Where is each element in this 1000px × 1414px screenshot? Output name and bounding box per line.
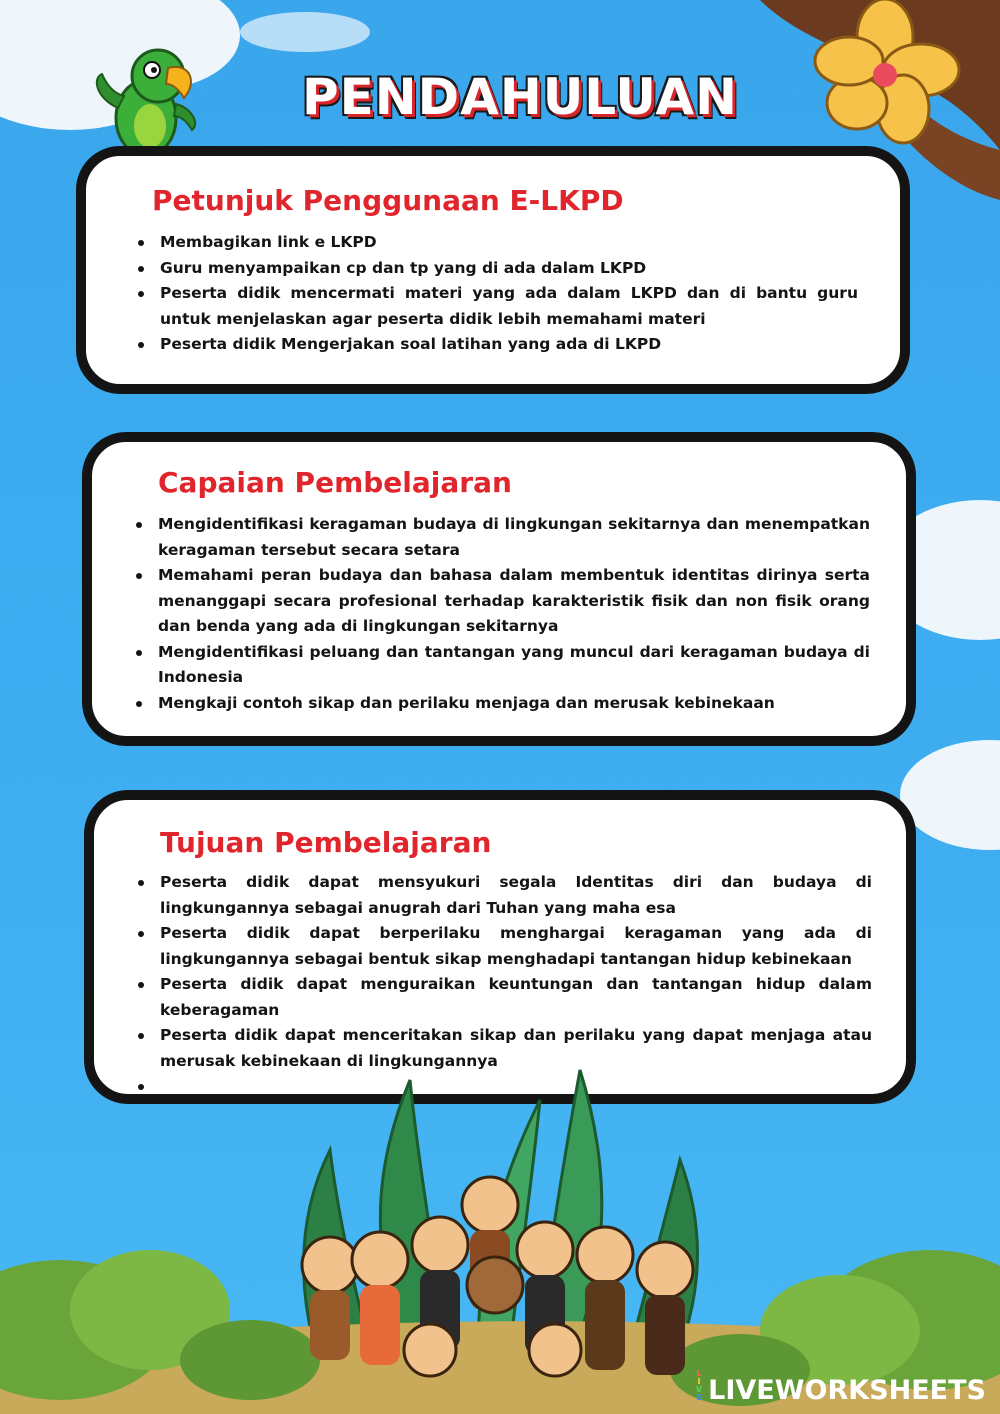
card-petunjuk-title: Petunjuk Penggunaan E-LKPD <box>152 184 624 217</box>
list-item: Peserta didik dapat berperilaku menghargai keragaman yang ada di lingkungannya sebagai bentuk sikap menghadapi tantangan hidup kebinekaan <box>138 921 872 972</box>
card-capaian <box>82 432 916 746</box>
logo-letter: E <box>696 1393 702 1402</box>
list-item: Mengkaji contoh sikap dan perilaku menjaga dan merusak kebinekaan <box>136 691 870 717</box>
list-item: Peserta didik dapat menceritakan sikap dan perilaku yang dapat menjaga atau merusak kebinekaan di lingkungannya <box>138 1023 872 1074</box>
card-capaian-list <box>136 512 870 716</box>
list-item: Memahami peran budaya dan bahasa dalam membentuk identitas dirinya serta menanggapi secara profesional terhadap karakteristik fisik dan non fisik orang dan benda yang ada di lingkungan sekitarnya <box>136 563 870 640</box>
liveworksheets-watermark: LIVEWORKSHEETS <box>708 1375 986 1406</box>
card-petunjuk-list <box>138 230 858 358</box>
liveworksheets-logo <box>690 1370 708 1402</box>
list-item: Guru menyampaikan cp dan tp yang di ada dalam LKPD <box>138 256 858 282</box>
list-item: Mengidentifikasi peluang dan tantangan yang muncul dari keragaman budaya di Indonesia <box>136 640 870 691</box>
list-item: Peserta didik Mengerjakan soal latihan yang ada di LKPD <box>138 332 858 358</box>
list-item: Membagikan link e LKPD <box>138 230 858 256</box>
cloud-top-middle <box>240 12 370 52</box>
list-item: Peserta didik dapat menguraikan keuntungan dan tantangan hidup dalam keberagaman <box>138 972 872 1023</box>
card-tujuan-title: Tujuan Pembelajaran <box>160 826 492 859</box>
logo-letter: L <box>696 1369 702 1378</box>
list-item: Peserta didik mencermati materi yang ada dalam LKPD dan di bantu guru untuk menjelaskan agar peserta didik lebih memahami materi <box>138 281 858 332</box>
bottom-illustration <box>0 1060 1000 1414</box>
page-title: PENDAHULUAN <box>302 68 738 126</box>
card-petunjuk <box>76 146 910 394</box>
list-item: Mengidentifikasi keragaman budaya di lingkungan sekitarnya dan menempatkan keragaman tersebut secara setara <box>136 512 870 563</box>
logo-letter: V <box>695 1385 703 1394</box>
card-capaian-title: Capaian Pembelajaran <box>158 466 512 499</box>
list-item: Peserta didik dapat mensyukuri segala Identitas diri dan budaya di lingkungannya sebagai anugrah dari Tuhan yang maha esa <box>138 870 872 921</box>
logo-letter: I <box>697 1377 701 1386</box>
card-tujuan <box>84 790 916 1104</box>
